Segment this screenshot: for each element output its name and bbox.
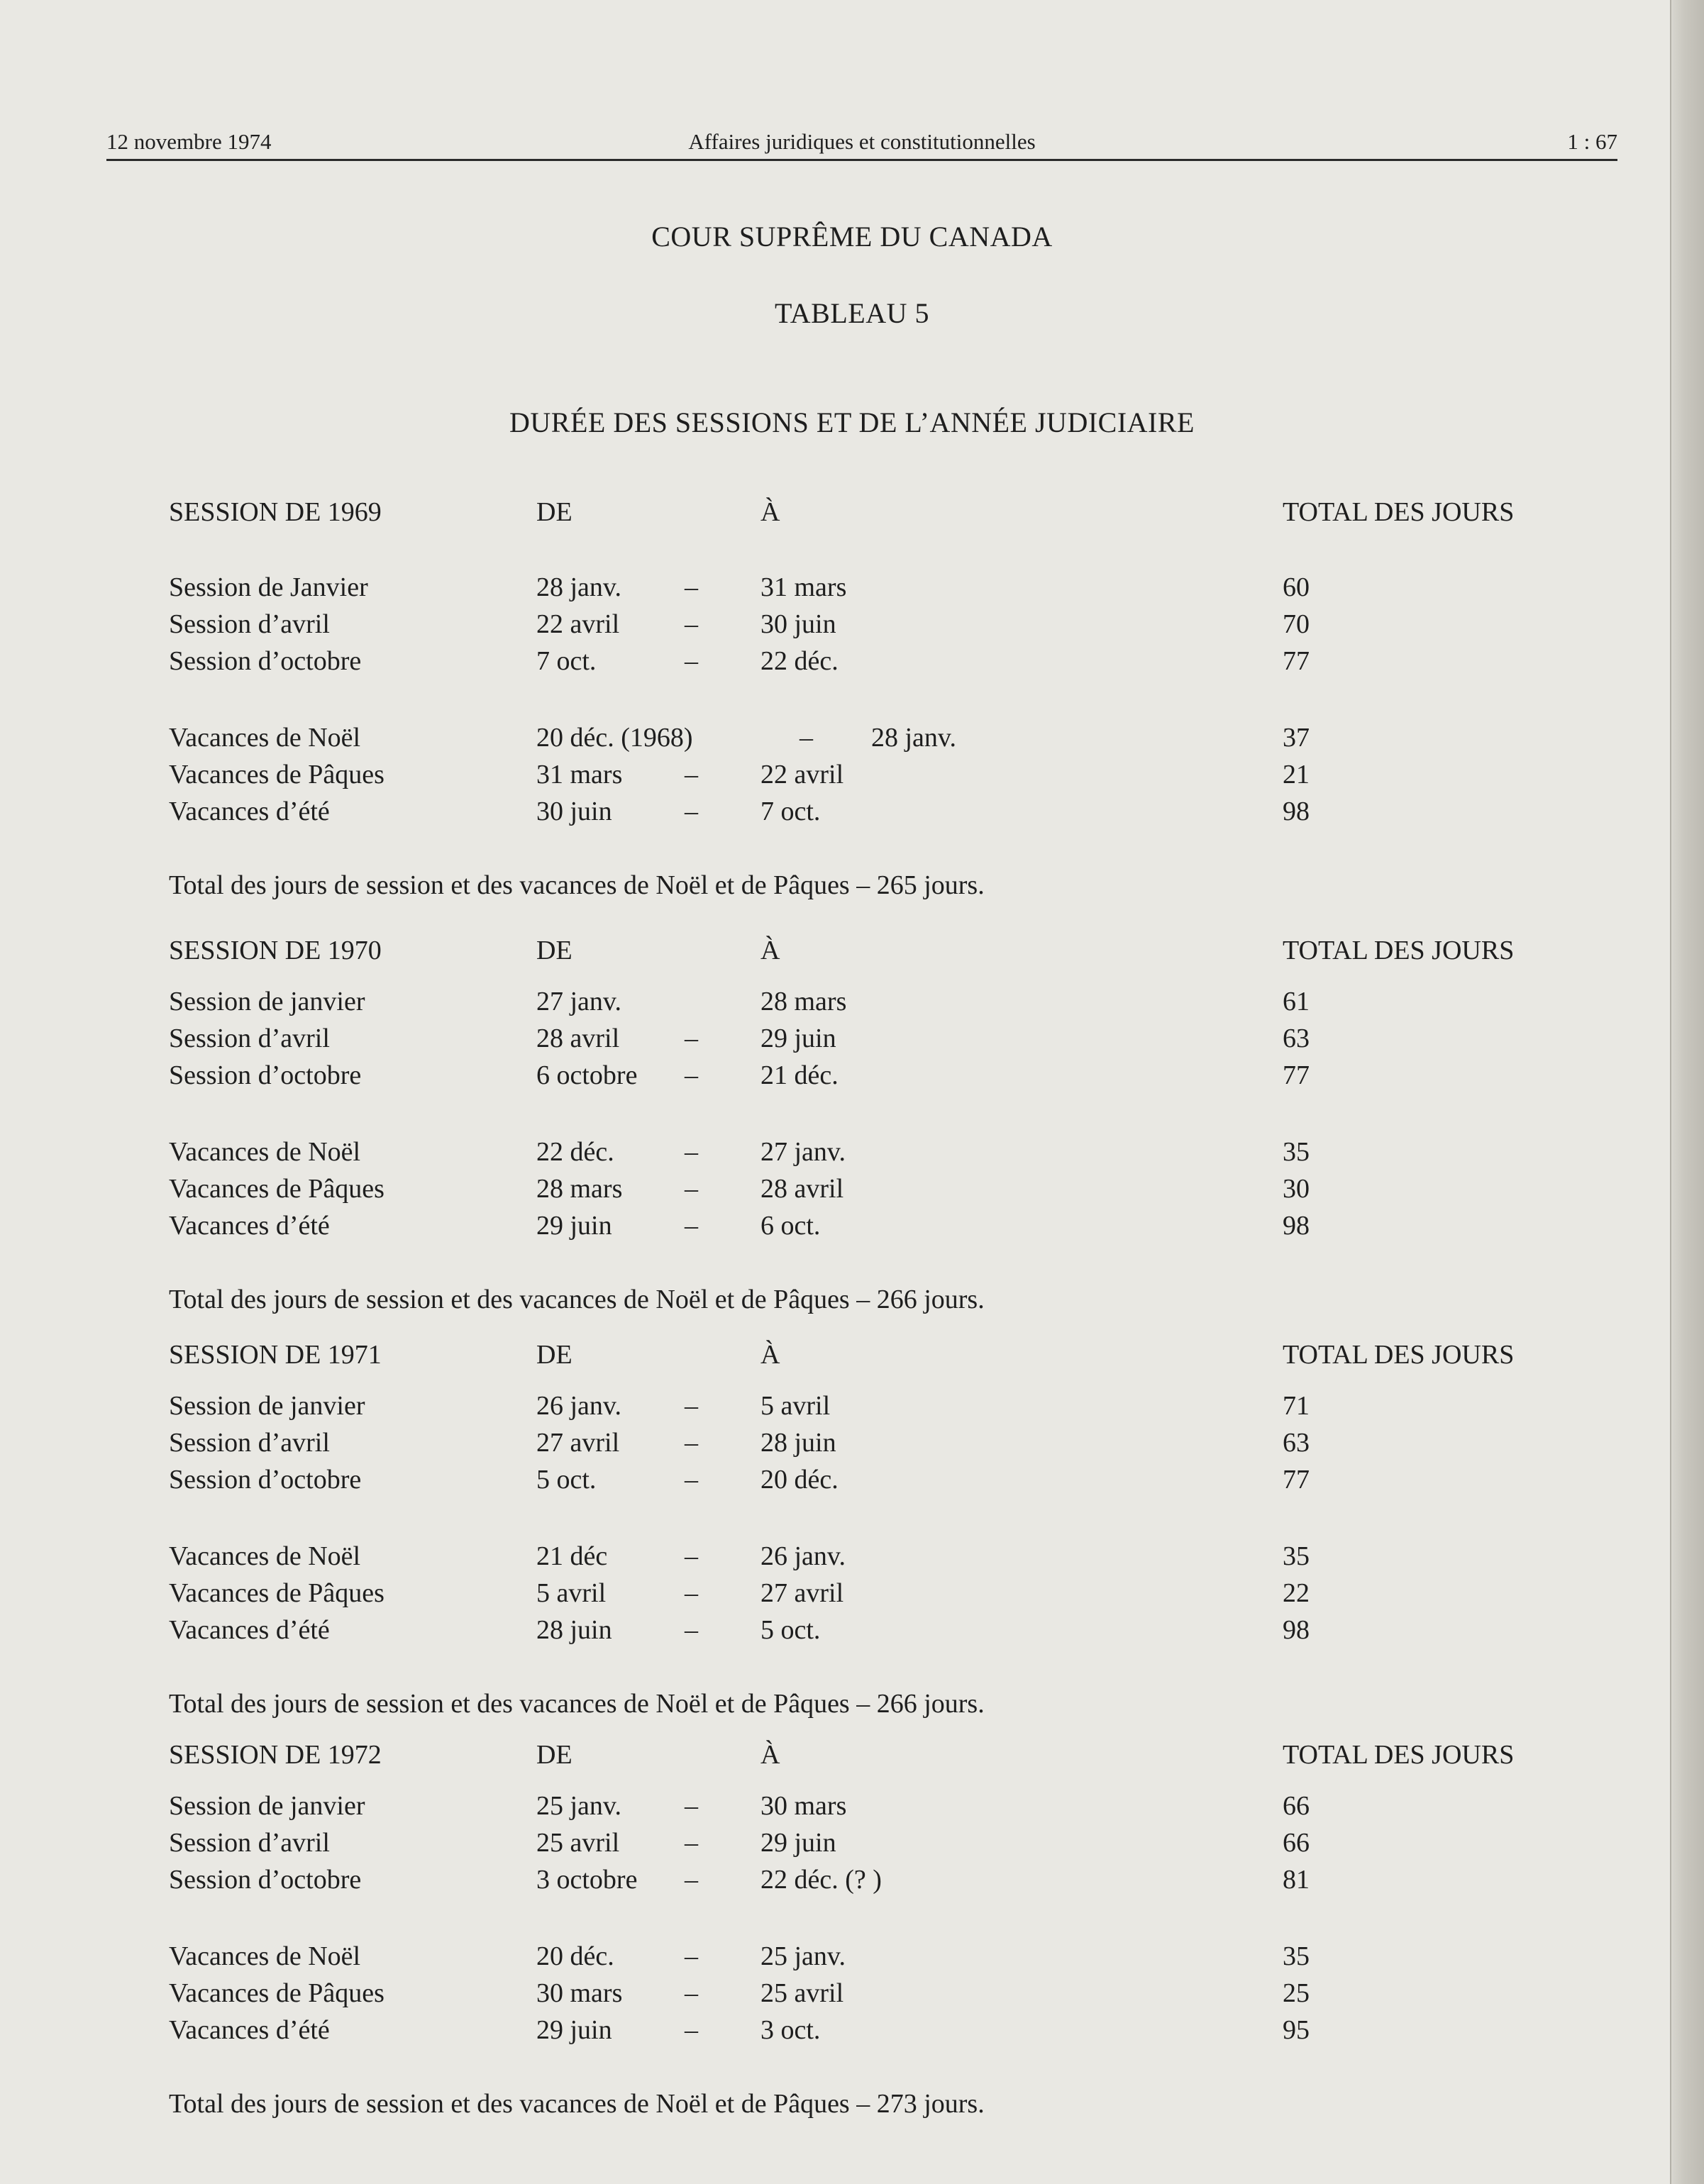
row-start-date: 22 avril <box>536 609 620 639</box>
header-title: Affaires juridiques et constitutionnelles <box>688 129 1036 154</box>
table-row <box>0 2014 1704 2047</box>
row-total-days: 22 <box>1283 1578 1310 1608</box>
row-total-days: 77 <box>1283 1060 1310 1090</box>
row-total-days: 98 <box>1283 1211 1310 1241</box>
court-title: COUR SUPRÊME DU CANADA <box>651 221 1053 253</box>
table-row <box>0 645 1704 678</box>
row-total-days: 71 <box>1283 1391 1310 1421</box>
row-start-date: 31 mars <box>536 760 623 789</box>
row-label: Session d’avril <box>169 1828 330 1858</box>
column-header-de: DE <box>536 497 572 527</box>
row-total-days: 37 <box>1283 723 1310 753</box>
column-header-total: TOTAL DES JOURS <box>1283 497 1515 527</box>
row-end-date: 27 janv. <box>760 1137 846 1167</box>
row-label: Vacances d’été <box>169 2015 330 2045</box>
row-label: Vacances de Noël <box>169 1541 361 1571</box>
row-dash: – <box>685 1174 698 1204</box>
row-total-days: 95 <box>1283 2015 1310 2045</box>
row-dash: – <box>685 760 698 789</box>
row-start-date: 5 oct. <box>536 1465 597 1495</box>
table-row <box>0 1864 1704 1897</box>
row-end-date: 30 mars <box>760 1791 847 1821</box>
row-label: Vacances de Pâques <box>169 1174 384 1204</box>
table-row <box>0 796 1704 828</box>
row-dash: – <box>685 1428 698 1458</box>
row-end-date: 6 oct. <box>760 1211 821 1241</box>
row-total-days: 66 <box>1283 1791 1310 1821</box>
row-start-date: 29 juin <box>536 1211 612 1241</box>
row-label: Vacances d’été <box>169 797 330 826</box>
column-header-total: TOTAL DES JOURS <box>1283 1740 1515 1770</box>
table-row <box>0 986 1704 1019</box>
row-label: Vacances de Pâques <box>169 760 384 789</box>
row-label: Session de Janvier <box>169 572 368 602</box>
column-header-de: DE <box>536 1740 572 1770</box>
session-total-line: Total des jours de session et des vacances de Noël et de Pâques – 265 jours. <box>169 870 985 900</box>
row-end-date: 28 janv. <box>871 723 956 753</box>
row-end-date: 7 oct. <box>760 797 821 826</box>
row-total-days: 98 <box>1283 797 1310 826</box>
row-label: Session d’avril <box>169 609 330 639</box>
row-end-date: 3 oct. <box>760 2015 821 2045</box>
row-start-date: 3 octobre <box>536 1865 638 1895</box>
row-end-date: 29 juin <box>760 1828 836 1858</box>
row-total-days: 63 <box>1283 1024 1310 1053</box>
column-header-total: TOTAL DES JOURS <box>1283 1340 1515 1370</box>
row-dash: – <box>685 1024 698 1053</box>
table-row <box>0 1614 1704 1647</box>
column-header-a: À <box>760 936 780 965</box>
row-dash: – <box>685 1941 698 1971</box>
table-row <box>0 1136 1704 1169</box>
row-label: Session d’octobre <box>169 1465 362 1495</box>
row-label: Vacances de Pâques <box>169 1578 384 1608</box>
row-dash: – <box>685 1828 698 1858</box>
row-total-days: 77 <box>1283 1465 1310 1495</box>
session-header-row <box>0 1739 1704 1772</box>
row-end-date: 22 déc. <box>760 646 839 676</box>
row-dash: – <box>685 1465 698 1495</box>
table-row <box>0 1978 1704 2010</box>
row-dash: – <box>685 572 698 602</box>
row-dash: – <box>685 1060 698 1090</box>
row-dash: – <box>685 1211 698 1241</box>
row-label: Vacances de Noël <box>169 1137 361 1167</box>
session-title: SESSION DE 1971 <box>169 1340 382 1370</box>
row-end-date: 28 juin <box>760 1428 836 1458</box>
row-label: Session de janvier <box>169 1391 365 1421</box>
row-end-date: 28 avril <box>760 1174 844 1204</box>
row-total-days: 81 <box>1283 1865 1310 1895</box>
row-label: Session d’octobre <box>169 1865 362 1895</box>
row-dash: – <box>685 1391 698 1421</box>
table-subject: DURÉE DES SESSIONS ET DE L’ANNÉE JUDICIAIRE <box>509 406 1195 438</box>
row-total-days: 35 <box>1283 1137 1310 1167</box>
table-row <box>0 1173 1704 1206</box>
row-end-date: 27 avril <box>760 1578 844 1608</box>
row-start-date: 20 déc. <box>536 1941 614 1971</box>
table-row <box>0 609 1704 641</box>
column-header-de: DE <box>536 1340 572 1370</box>
table-row <box>0 1210 1704 1243</box>
table-row <box>0 722 1704 755</box>
row-total-days: 63 <box>1283 1428 1310 1458</box>
row-end-date: 5 oct. <box>760 1615 821 1645</box>
table-row <box>0 1060 1704 1092</box>
row-dash: – <box>685 797 698 826</box>
row-start-date: 25 avril <box>536 1828 620 1858</box>
column-header-total: TOTAL DES JOURS <box>1283 936 1515 965</box>
row-end-date: 31 mars <box>760 572 847 602</box>
row-total-days: 98 <box>1283 1615 1310 1645</box>
row-start-date: 30 juin <box>536 797 612 826</box>
row-label: Session d’octobre <box>169 1060 362 1090</box>
row-label: Session d’avril <box>169 1024 330 1053</box>
column-header-a: À <box>760 1740 780 1770</box>
row-start-date: 6 octobre <box>536 1060 638 1090</box>
row-dash: – <box>685 1578 698 1608</box>
table-row <box>0 1578 1704 1610</box>
row-total-days: 25 <box>1283 1978 1310 2008</box>
session-total-line: Total des jours de session et des vacances de Noël et de Pâques – 273 jours. <box>169 2089 985 2119</box>
row-start-date: 27 janv. <box>536 987 621 1016</box>
row-start-date: 5 avril <box>536 1578 607 1608</box>
session-header-row <box>0 497 1704 529</box>
row-total-days: 21 <box>1283 760 1310 789</box>
row-start-date: 27 avril <box>536 1428 620 1458</box>
table-number: TABLEAU 5 <box>775 297 929 329</box>
row-dash: – <box>685 1978 698 2008</box>
column-header-a: À <box>760 1340 780 1370</box>
row-total-days: 35 <box>1283 1941 1310 1971</box>
row-total-days: 35 <box>1283 1541 1310 1571</box>
session-title: SESSION DE 1970 <box>169 936 382 965</box>
row-dash: – <box>685 609 698 639</box>
row-end-date: 30 juin <box>760 609 836 639</box>
row-label: Vacances de Noël <box>169 723 361 753</box>
table-row <box>0 1827 1704 1860</box>
session-total-line: Total des jours de session et des vacances de Noël et de Pâques – 266 jours. <box>169 1285 985 1314</box>
row-label: Vacances de Noël <box>169 1941 361 1971</box>
session-header-row <box>0 935 1704 968</box>
row-end-date: 25 janv. <box>760 1941 846 1971</box>
table-row <box>0 1464 1704 1497</box>
row-dash: – <box>685 1865 698 1895</box>
row-total-days: 70 <box>1283 609 1310 639</box>
row-label: Session de janvier <box>169 1791 365 1821</box>
table-row <box>0 1790 1704 1823</box>
session-title: SESSION DE 1972 <box>169 1740 382 1770</box>
row-start-date: 22 déc. <box>536 1137 614 1167</box>
row-end-date: 22 déc. (? ) <box>760 1865 882 1895</box>
row-start-date: 25 janv. <box>536 1791 621 1821</box>
table-row <box>0 1941 1704 1973</box>
row-dash: – <box>685 1791 698 1821</box>
table-row <box>0 1427 1704 1460</box>
row-end-date: 29 juin <box>760 1024 836 1053</box>
row-total-days: 77 <box>1283 646 1310 676</box>
row-start-date: 28 mars <box>536 1174 623 1204</box>
session-header-row <box>0 1339 1704 1372</box>
table-row <box>0 1390 1704 1423</box>
row-start-date: 20 déc. (1968) <box>536 723 693 753</box>
running-header <box>106 119 1617 161</box>
column-header-a: À <box>760 497 780 527</box>
row-total-days: 30 <box>1283 1174 1310 1204</box>
column-header-de: DE <box>536 936 572 965</box>
row-total-days: 61 <box>1283 987 1310 1016</box>
table-row <box>0 572 1704 604</box>
row-label: Vacances de Pâques <box>169 1978 384 2008</box>
table-row <box>0 1541 1704 1573</box>
row-dash: – <box>685 2015 698 2045</box>
row-label: Vacances d’été <box>169 1615 330 1645</box>
row-start-date: 30 mars <box>536 1978 623 2008</box>
row-total-days: 66 <box>1283 1828 1310 1858</box>
table-row <box>0 759 1704 792</box>
row-dash: – <box>685 646 698 676</box>
row-total-days: 60 <box>1283 572 1310 602</box>
row-end-date: 26 janv. <box>760 1541 846 1571</box>
row-label: Session d’avril <box>169 1428 330 1458</box>
header-date: 12 novembre 1974 <box>106 129 272 154</box>
row-start-date: 21 déc <box>536 1541 608 1571</box>
row-start-date: 28 janv. <box>536 572 621 602</box>
row-dash: – <box>685 1541 698 1571</box>
row-dash: – <box>800 723 813 753</box>
row-end-date: 28 mars <box>760 987 847 1016</box>
row-end-date: 22 avril <box>760 760 844 789</box>
row-label: Session d’octobre <box>169 646 362 676</box>
row-start-date: 26 janv. <box>536 1391 621 1421</box>
row-dash: – <box>685 1137 698 1167</box>
row-start-date: 7 oct. <box>536 646 597 676</box>
row-start-date: 28 juin <box>536 1615 612 1645</box>
row-label: Session de janvier <box>169 987 365 1016</box>
row-start-date: 29 juin <box>536 2015 612 2045</box>
row-end-date: 5 avril <box>760 1391 831 1421</box>
row-start-date: 28 avril <box>536 1024 620 1053</box>
table-row <box>0 1023 1704 1055</box>
header-page-number: 1 : 67 <box>1567 129 1617 154</box>
row-end-date: 21 déc. <box>760 1060 839 1090</box>
session-title: SESSION DE 1969 <box>169 497 382 527</box>
row-label: Vacances d’été <box>169 1211 330 1241</box>
row-end-date: 20 déc. <box>760 1465 839 1495</box>
session-total-line: Total des jours de session et des vacances de Noël et de Pâques – 266 jours. <box>169 1689 985 1719</box>
row-dash: – <box>685 1615 698 1645</box>
row-end-date: 25 avril <box>760 1978 844 2008</box>
